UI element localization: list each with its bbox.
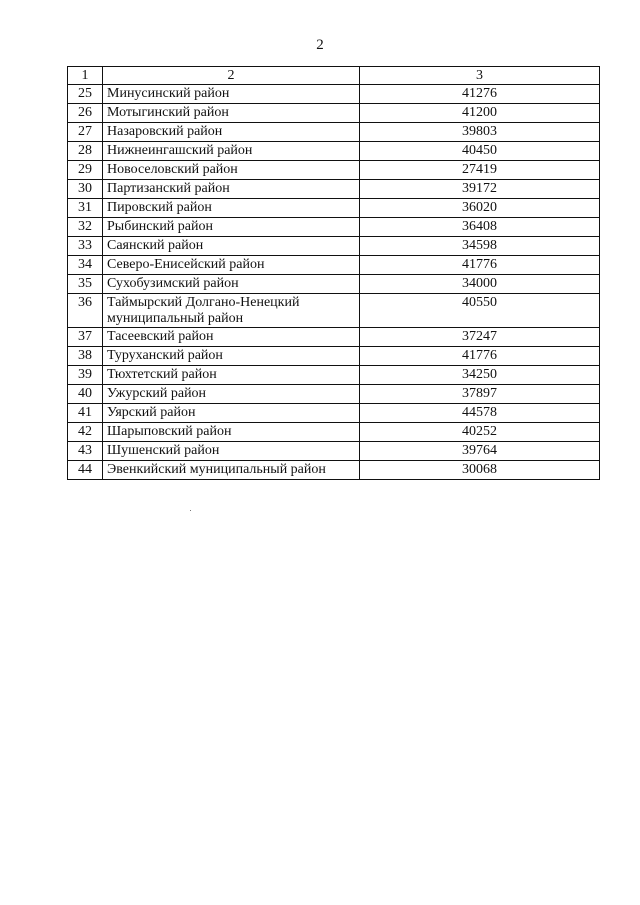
district-value: 37247 [360,328,600,347]
district-value: 40550 [360,294,600,328]
district-name: Рыбинский район [103,218,360,237]
table-row [68,161,600,180]
table-row [68,328,600,347]
district-value: 36408 [360,218,600,237]
district-value: 41200 [360,104,600,123]
district-name: Саянский район [103,237,360,256]
row-number: 37 [68,328,103,347]
district-value: 34598 [360,237,600,256]
district-value: 34000 [360,275,600,294]
district-name: Уярский район [103,404,360,423]
row-number: 34 [68,256,103,275]
table-row [68,199,600,218]
row-number: 36 [68,294,103,328]
table-row [68,442,600,461]
column-header-3: 3 [360,67,600,85]
district-value: 44578 [360,404,600,423]
page-number: 2 [316,37,324,53]
district-value: 40252 [360,423,600,442]
row-number: 38 [68,347,103,366]
district-table [67,66,600,480]
row-number: 27 [68,123,103,142]
district-name: Партизанский район [103,180,360,199]
table-row [68,404,600,423]
district-name: Эвенкийский муниципальный район [103,461,360,480]
district-value: 30068 [360,461,600,480]
district-name: Таймырский Долгано-Ненецкий муниципальный район [103,294,360,328]
scan-speck [190,510,191,511]
district-name: Северо-Енисейский район [103,256,360,275]
row-number: 42 [68,423,103,442]
table-row [68,294,600,328]
row-number: 39 [68,366,103,385]
row-number: 35 [68,275,103,294]
table-row [68,123,600,142]
row-number: 25 [68,85,103,104]
table-row [68,142,600,161]
row-number: 29 [68,161,103,180]
district-value: 37897 [360,385,600,404]
table-row [68,275,600,294]
row-number: 41 [68,404,103,423]
district-value: 41776 [360,347,600,366]
district-name: Туруханский район [103,347,360,366]
district-name: Тасеевский район [103,328,360,347]
table-row [68,104,600,123]
table-body [68,85,600,480]
table-row [68,218,600,237]
table-row [68,366,600,385]
district-value: 39764 [360,442,600,461]
district-value: 36020 [360,199,600,218]
district-value: 27419 [360,161,600,180]
row-number: 30 [68,180,103,199]
district-name: Пировский район [103,199,360,218]
table-row [68,385,600,404]
district-value: 39172 [360,180,600,199]
district-name: Новоселовский район [103,161,360,180]
district-name: Сухобузимский район [103,275,360,294]
row-number: 32 [68,218,103,237]
table-row [68,461,600,480]
column-header-2: 2 [103,67,360,85]
district-value: 41276 [360,85,600,104]
district-name: Шарыповский район [103,423,360,442]
row-number: 44 [68,461,103,480]
district-value: 41776 [360,256,600,275]
row-number: 40 [68,385,103,404]
district-name: Нижнеингашский район [103,142,360,161]
row-number: 43 [68,442,103,461]
table-header-row [68,67,600,85]
table-row [68,256,600,275]
district-name: Ужурский район [103,385,360,404]
table-row [68,180,600,199]
district-value: 39803 [360,123,600,142]
district-name: Тюхтетский район [103,366,360,385]
column-header-1: 1 [68,67,103,85]
district-name: Мотыгинский район [103,104,360,123]
table-row [68,237,600,256]
row-number: 26 [68,104,103,123]
table-row [68,423,600,442]
table-row [68,347,600,366]
table-row [68,85,600,104]
row-number: 33 [68,237,103,256]
row-number: 28 [68,142,103,161]
district-value: 34250 [360,366,600,385]
district-name: Назаровский район [103,123,360,142]
district-value: 40450 [360,142,600,161]
row-number: 31 [68,199,103,218]
district-name: Минусинский район [103,85,360,104]
district-name: Шушенский район [103,442,360,461]
